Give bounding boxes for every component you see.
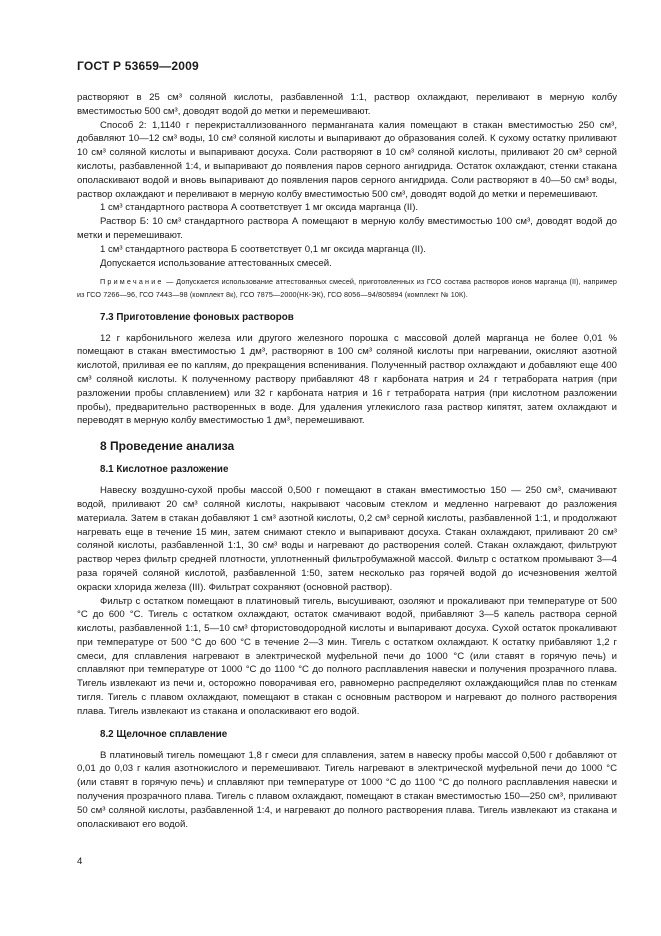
paragraph-certified-mixtures: Допускается использование аттестованных смесей. xyxy=(100,257,332,269)
paragraph-solution-b-equivalence: 1 см³ стандартного раствора Б соответствует 0,1 мг оксида марганца (II). xyxy=(100,243,426,255)
paragraph-background-solutions: 12 г карбонильного железа или другого железного порошка с массовой долей марганца не более 0,01 % помещают в стакан вместимостью 1 дм³, растворяют в 100 см³ соляной кислоты при нагревании, окисляют азотной кислотой, приливая ее по каплям, до прекращения вспенивания. Полученный раствор охлаждают и добавляют еще 400 см³ соляной кислоты. К полученному раствору прибавляют 48 г карбоната натрия и 24 г тетрабората натрия (при разложении пробы сплавлением) или 32 г карбоната натрия и 16 г тетрабората натрия (при кислотном разложении пробы), предварительно растворенных в воде. Для удаления углекислого газа раствор кипятят, затем охлаждают и переводят в мерную колбу вместимостью 1 дм³, перемешивают. xyxy=(77,332,617,427)
note-label: Примечание xyxy=(100,277,164,287)
section-7-3-heading: 7.3 Приготовление фоновых растворов xyxy=(100,311,294,323)
paragraph-solution-b: Раствор Б: 10 см³ стандартного раствора А помещают в мерную колбу вместимостью 100 см³, доводят водой до метки и перемешивают. xyxy=(77,216,617,241)
paragraph-alkaline-fusion: В платиновый тигель помещают 1,8 г смеси для сплавления, затем в навеску пробы массой 0,500 г добавляют от 0,01 до 0,03 г калия азотнокислого и перемешивают. Тигель нагревают в электрической муфельной печи до 1000 °С (или ставят в горячую печь) и сплавляют при температуре от 1000 °С до 1100 °С до полного расплавления навески и получения прозрачного плава. Тигель с плавом охлаждают, помещают в стакан вместимостью 150—250 см³, приливают 50 см³ соляной кислоты, разбавленной 1:4, и нагревают до полного растворения плава. Тигель извлекают из стакана и ополаскивают его водой. xyxy=(77,749,617,830)
section-8-1-heading: 8.1 Кислотное разложение xyxy=(100,464,229,476)
paragraph-filter-residue: Фильтр с остатком помещают в платиновый тигель, высушивают, озоляют и прокаливают при температуре от 500 °С до 600 °С. Тигель с остатком охлаждают, остаток смачивают водой, прибавляют 3—5 капель раствора серной кислоты, разбавленной 1:1, 5—10 см³ фтористоводородной кислоты и выпаривают досуха. Сухой остаток прокаливают при температуре от 500 °С до 600 °С в течение 2—3 мин. Тигель с остатком охлаждают. К остатку прибавляют 1,2 г смеси, для сплавления нагревают в электрической муфельной печи до 1000 °С (или ставят в горячую печь) и сплавляют при температуре от 1000 °С до 1100 °С до полного расплавления навески и получения прозрачного плава. Тигель извлекают из печи и, осторожно поворачивая его, равномерно распределяют охлаждающийся плав по стенкам тигля. Тигель с плавом охлаждают, помещают в стакан с основным раствором и нагревают до полного растворения плава. Тигель извлекают из стакана и ополаскивают его водой. xyxy=(77,595,617,717)
paragraph-continuation: растворяют в 25 см³ соляной кислоты, разбавленной 1:1, раствор охлаждают, переливают в мерную колбу вместимостью 500 см³, доводят водой до метки и перемешивают. xyxy=(77,92,617,117)
section-8-heading: 8 Проведение анализа xyxy=(100,439,235,454)
note-text: — Допускается использование аттестованных смесей, приготовленных из ГСО состава растворов ионов марганца (II), например из ГСО 7266—96, ГСО 7443—98 (комплект 8к), ГСО 7875—2000(НК-ЭК), ГСО 8056—94/805894 (комплект № 10К). xyxy=(77,277,617,299)
page-number: 4 xyxy=(77,856,83,867)
document-body xyxy=(77,91,617,831)
paragraph-method-2: Способ 2: 1,1140 г перекристаллизованного перманганата калия помещают в стакан вместимостью 250 см³, добавляют 10—12 см³ воды, 10 см³ соляной кислоты и выпаривают до образования солей. К сухому остатку приливают 10 см³ соляной кислоты и выпаривают досуха. Соли растворяют в 10 см³ соляной кислоты, приливают 20 см³ серной кислоты, разбавленной 1:4, и выпаривают до появления паров серного ангидрида. Остаток охлаждают, стенки стакана ополаскивают водой и вновь выпаривают до появления паров серного ангидрида. Соли растворяют в 40—50 см³ воды, раствор охлаждают и переливают в мерную колбу вместимостью 500 см³, доводят водой до метки и перемешивают. xyxy=(77,119,617,200)
document-header: ГОСТ Р 53659—2009 xyxy=(77,59,199,73)
paragraph-acid-decomposition: Навеску воздушно-сухой пробы массой 0,500 г помещают в стакан вместимостью 150 — 250 см³, смачивают водой, приливают 20 см³ соляной кислоты, накрывают часовым стеклом и медленно нагревают до разложения материала. Затем в стакан добавляют 1 см³ азотной кислоты, 0,2 см³ серной кислоты, разбавленной 1:1, и продолжают нагревать еще в течение 15 мин, затем снимают стекло и выпаривают досуха. Стакан охлаждают, приливают 20 см³ соляной кислоты, разбавленной 1:1, 30 см³ воды и нагревают до растворения солей. Стакан охлаждают, фильтруют раствор через фильтр средней плотности, уплотненный фильтробумажной массой. Фильтр с остатком промывают 3—4 раза горячей соляной кислотой, разбавленной 1:50, затем несколько раз горячей водой до исчезновения желтой окраски хлорида железа (III). Фильтрат сохраняют (основной раствор). xyxy=(77,485,617,593)
paragraph-solution-a-equivalence: 1 см³ стандартного раствора А соответствует 1 мг оксида марганца (II). xyxy=(100,202,419,214)
section-8-2-heading: 8.2 Щелочное сплавление xyxy=(100,728,228,740)
note xyxy=(77,276,617,301)
